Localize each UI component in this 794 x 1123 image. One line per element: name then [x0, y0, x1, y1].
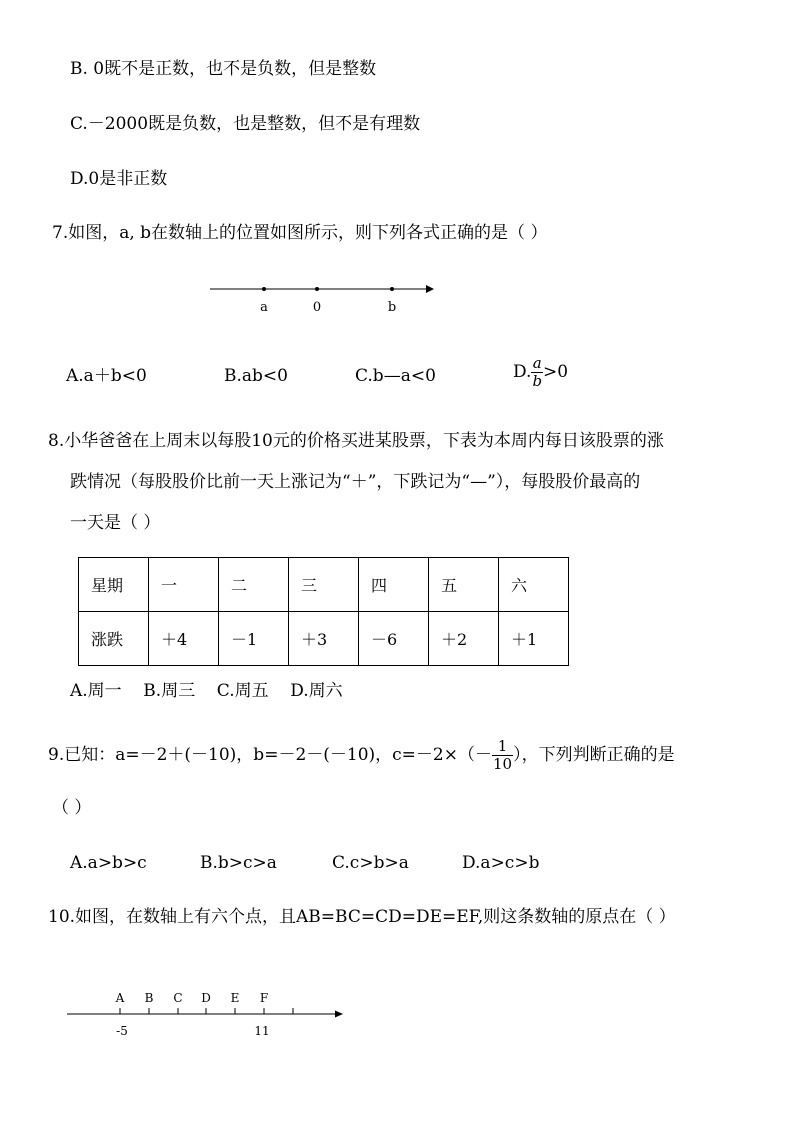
q7-label-0: 0 [312, 300, 322, 315]
table-row [79, 558, 569, 612]
q7-number-line [205, 278, 465, 318]
q7-option-d-suffix: >0 [543, 362, 569, 382]
table-cell: 星期 [79, 558, 149, 612]
q7-label-a: a [260, 300, 268, 315]
table-row [79, 612, 569, 666]
q10-point-d: D [201, 991, 211, 1005]
q7-stem: 7.如图，a, b在数轴上的位置如图所示，则下列各式正确的是（ ） [52, 223, 548, 243]
q10-point-a: A [115, 991, 125, 1005]
q10-value-minus5: -5 [116, 1024, 128, 1038]
q10-value-11: 11 [254, 1024, 270, 1038]
table-cell: ＋1 [499, 612, 569, 666]
q6-option-b: B. 0既不是正数，也不是负数，但是整数 [70, 59, 377, 79]
q9-stem [48, 735, 675, 775]
q7-option-d-denominator: b [532, 372, 543, 390]
q7-option-b: B.ab<0 [224, 366, 288, 386]
q10-number-line [62, 985, 362, 1045]
q7-option-d [513, 352, 568, 392]
q9-option-b: B.b>c>a [200, 853, 277, 873]
table-cell: －6 [359, 612, 429, 666]
q9-stem-part2: ），下列判断正确的是 [513, 745, 675, 765]
q7-label-b: b [387, 300, 397, 315]
table-cell: ＋2 [429, 612, 499, 666]
table-cell: ＋4 [149, 612, 219, 666]
table-cell: 四 [359, 558, 429, 612]
table-cell: ＋3 [289, 612, 359, 666]
table-cell: 一 [149, 558, 219, 612]
table-cell: 六 [499, 558, 569, 612]
q9-option-a: A.a>b>c [70, 853, 147, 873]
q9-option-c: C.c>b>a [332, 853, 409, 873]
q8-options: A.周一 B.周三 C.周五 D.周六 [70, 681, 343, 701]
q10-point-f: F [259, 991, 269, 1005]
q8-stem-line2: 跌情况（每股股价比前一天上涨记为“＋”，下跌记为“—”），每股股价最高的 [70, 472, 641, 492]
q9-fraction [492, 738, 513, 773]
q9-fraction-denominator: 10 [492, 755, 513, 773]
q10-stem: 10.如图，在数轴上有六个点，且AB=BC=CD=DE=EF,则这条数轴的原点在（ ） [48, 907, 676, 927]
q10-point-b: B [144, 991, 154, 1005]
q7-option-c: C.b—a<0 [355, 366, 436, 386]
q6-option-d: D.0是非正数 [70, 169, 168, 189]
table-cell: －1 [219, 612, 289, 666]
stock-change-table [78, 557, 569, 666]
q6-option-c: C.－2000既是负数，也是整数，但不是有理数 [70, 114, 421, 134]
q9-fraction-numerator: 1 [492, 738, 513, 756]
q10-point-e: E [230, 991, 240, 1005]
q7-option-d-numerator: a [532, 354, 542, 372]
table-cell: 五 [429, 558, 499, 612]
q10-point-c: C [173, 991, 183, 1005]
q7-option-d-prefix: D. [513, 362, 532, 382]
q8-stem-line3: 一天是（ ） [70, 513, 161, 533]
table-cell: 二 [219, 558, 289, 612]
q7-option-d-fraction [531, 355, 543, 390]
table-cell: 涨跌 [79, 612, 149, 666]
q7-option-a: A.a＋b<0 [66, 366, 147, 386]
q9-option-d: D.a>c>b [462, 853, 540, 873]
q9-answer-paren: （ ） [52, 798, 92, 818]
table-cell: 三 [289, 558, 359, 612]
q8-stem-line1: 8.小华爸爸在上周末以每股10元的价格买进某股票，下表为本周内每日该股票的涨 [48, 431, 664, 451]
q9-stem-part1: 9.已知：a=－2＋(－10)，b=－2－(－10)，c=－2×（－ [48, 745, 492, 765]
